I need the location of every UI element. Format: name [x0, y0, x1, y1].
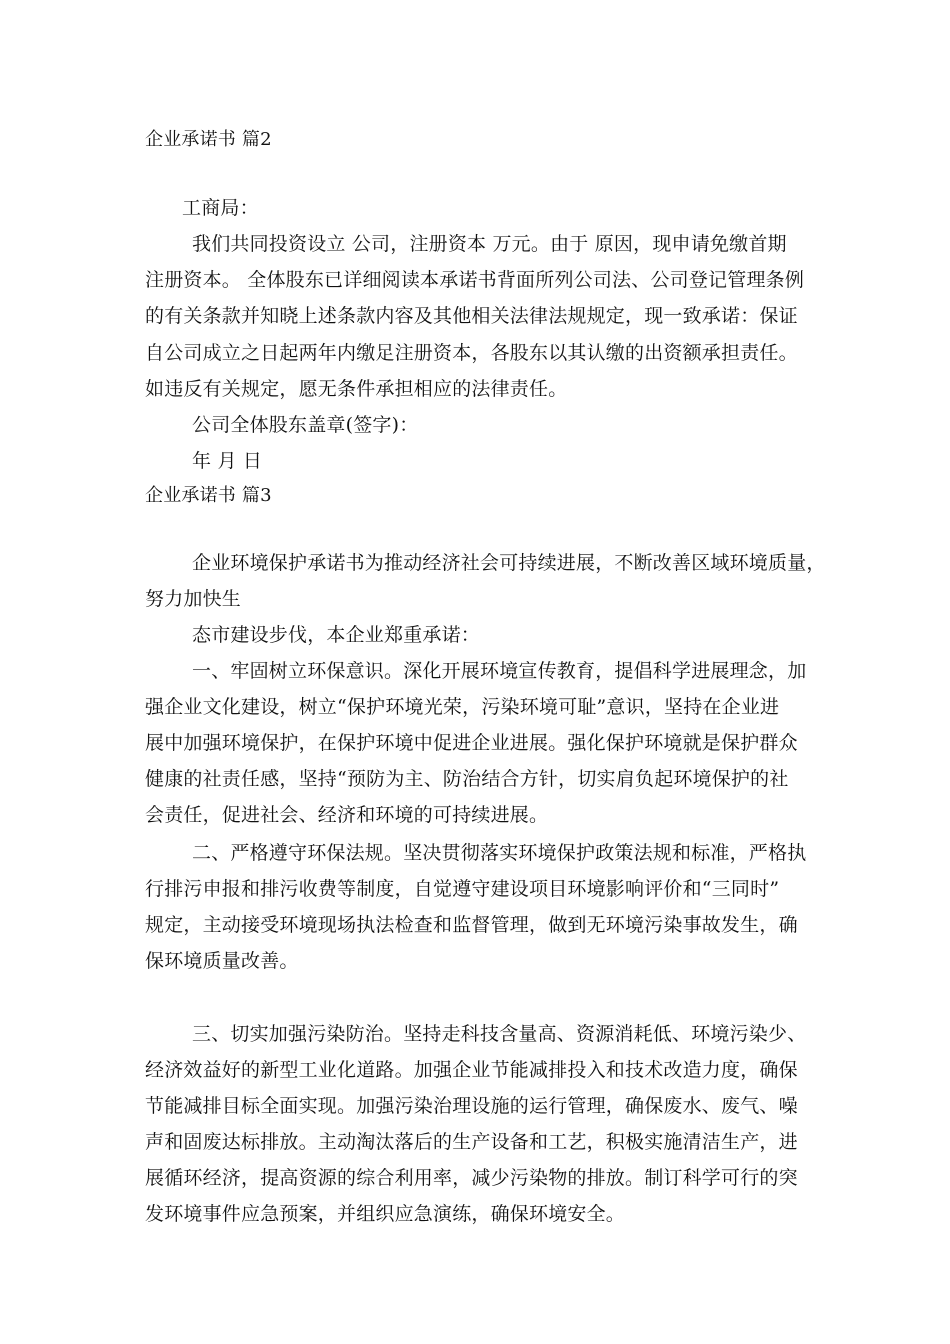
paragraph-line: 自公司成立之日起两年内缴足注册资本，各股东以其认缴的出资额承担责任。 [145, 342, 798, 364]
paragraph-line: 行排污申报和排污收费等制度，自觉遵守建设项目环境影响评价和“三同时” [145, 878, 780, 900]
paragraph-line: 会责任，促进社会、经济和环境的可持续进展。 [145, 804, 549, 826]
paragraph-line: 强企业文化建设，树立“保护环境光荣，污染环境可耻”意识，坚持在企业进 [145, 696, 780, 718]
section-2-heading: 企业承诺书 篇2 [145, 129, 272, 150]
paragraph-line: 努力加快生 [145, 588, 242, 610]
section-3-heading: 企业承诺书 篇3 [145, 485, 272, 506]
paragraph-line: 保环境质量改善。 [145, 950, 299, 972]
signature-line: 公司全体股东盖章(签字)： [192, 414, 419, 436]
paragraph-line: 节能减排目标全面实现。加强污染治理设施的运行管理，确保废水、废气、噪 [145, 1095, 798, 1117]
paragraph-line: 三、切实加强污染防治。坚持走科技含量高、资源消耗低、环境污染少、 [192, 1023, 807, 1045]
paragraph-line: 我们共同投资设立 公司，注册资本 万元。由于 原因，现申请免缴首期 [192, 233, 787, 255]
paragraph-line: 规定，主动接受环境现场执法检查和监督管理，做到无环境污染事故发生，确 [145, 914, 798, 936]
paragraph-line: 发环境事件应急预案，并组织应急演练，确保环境安全。 [145, 1203, 626, 1225]
paragraph-line: 如违反有关规定，愿无条件承担相应的法律责任。 [145, 378, 568, 400]
paragraph-line: 声和固废达标排放。主动淘汰落后的生产设备和工艺，积极实施清洁生产，进 [145, 1131, 798, 1153]
paragraph-line: 二、严格遵守环保法规。坚决贯彻落实环境保护政策法规和标准，严格执 [192, 842, 807, 864]
paragraph-line: 展循环经济，提高资源的综合利用率，减少污染物的排放。制订科学可行的突 [145, 1167, 798, 1189]
paragraph-line: 注册资本。 全体股东已详细阅读本承诺书背面所列公司法、公司登记管理条例 [145, 269, 805, 291]
paragraph-line: 一、牢固树立环保意识。深化开展环境宣传教育，提倡科学进展理念，加 [192, 660, 807, 682]
addressee: 工商局： [182, 197, 259, 219]
paragraph-line: 的有关条款并知晓上述条款内容及其他相关法律法规规定，现一致承诺：保证 [145, 305, 798, 327]
paragraph-line: 企业环境保护承诺书为推动经济社会可持续进展，不断改善区域环境质量， [192, 552, 826, 574]
paragraph-line: 健康的社责任感，坚持“预防为主、防治结合方针，切实肩负起环境保护的社 [145, 768, 789, 790]
paragraph-line: 展中加强环境保护，在保护环境中促进企业进展。强化保护环境就是保护群众 [145, 732, 798, 754]
paragraph-line: 经济效益好的新型工业化道路。加强企业节能减排投入和技术改造力度，确保 [145, 1059, 798, 1081]
date-line: 年 月 日 [192, 450, 263, 472]
paragraph-line: 态市建设步伐，本企业郑重承诺： [192, 624, 481, 646]
